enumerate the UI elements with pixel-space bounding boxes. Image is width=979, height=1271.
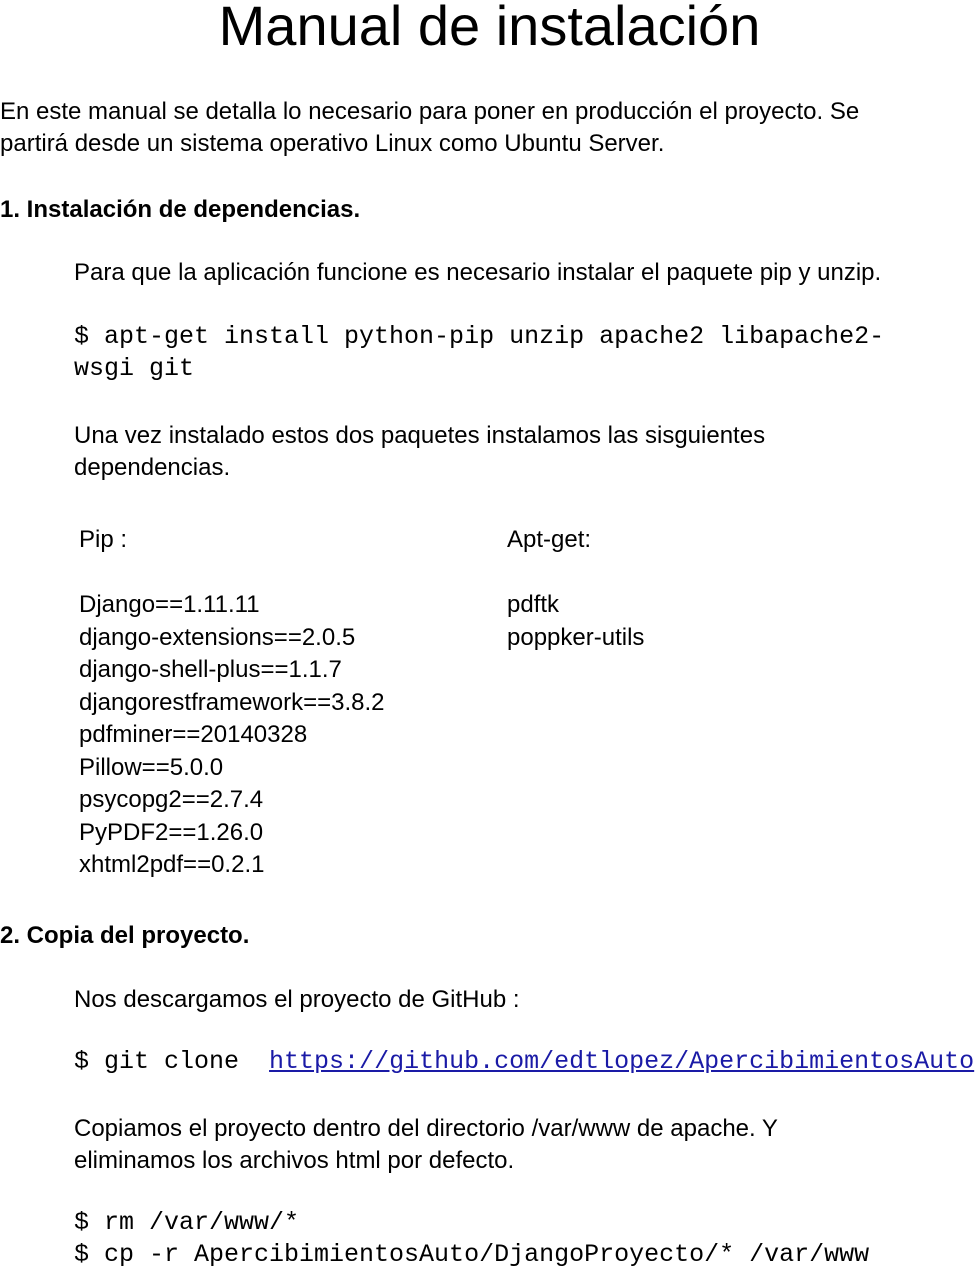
list-item: xhtml2pdf==0.2.1 (79, 851, 265, 878)
list-item: pdfminer==20140328 (79, 721, 308, 748)
list-item: poppker-utils (507, 623, 645, 651)
pip-dependencies-list (79, 524, 385, 882)
command-line: wsgi git (74, 354, 195, 383)
section2-paragraph-2 (74, 1113, 778, 1177)
list-item: django-shell-plus==1.1.7 (79, 656, 342, 683)
install-command-block (74, 321, 884, 385)
page-title: Manual de instalación (218, 0, 761, 57)
clone-command-prefix: $ git clone (74, 1047, 255, 1076)
section1-paragraph-2 (74, 420, 765, 484)
intro-line: partirá desde un sistema operativo Linux como Ubuntu Server. (0, 130, 665, 157)
command-line: $ apt-get install python-pip unzip apache2 libapache2- (74, 322, 885, 351)
list-item: Pillow==5.0.0 (79, 753, 224, 781)
section2-heading: 2. Copia del proyecto. (0, 922, 250, 949)
list-item: psycopg2==2.7.4 (79, 786, 264, 813)
intro-paragraph (0, 96, 859, 160)
pip-header: Pip : (79, 526, 128, 553)
apt-header: Apt-get: (507, 526, 592, 553)
command-line: $ rm /var/www/* (74, 1208, 300, 1237)
apt-dependencies-list (507, 524, 644, 654)
command-line: $ cp -r ApercibimientosAuto/DjangoProyecto/* /var/www (74, 1240, 870, 1269)
section2-paragraph: Nos descargamos el proyecto de GitHub : (74, 986, 520, 1013)
list-item: djangorestframework==3.8.2 (79, 688, 385, 716)
paragraph-line: eliminamos los archivos html por defecto. (74, 1147, 515, 1174)
intro-line: En este manual se detalla lo necesario para poner en producción el proyecto. Se (0, 98, 860, 125)
section1-paragraph: Para que la aplicación funcione es necesario instalar el paquete pip y unzip. (74, 259, 882, 286)
list-item: Django==1.11.11 (79, 591, 260, 618)
copy-command-block (74, 1207, 869, 1271)
section1-heading: 1. Instalación de dependencias. (0, 196, 361, 223)
list-item: django-extensions==2.0.5 (79, 623, 356, 651)
list-item: PyPDF2==1.26.0 (79, 818, 264, 846)
github-repo-link[interactable]: https://github.com/edtlopez/ApercibimientosAuto (269, 1047, 975, 1076)
list-item: pdftk (507, 591, 560, 618)
paragraph-line: Una vez instalado estos dos paquetes instalamos las sisguientes (74, 422, 766, 449)
paragraph-line: dependencias. (74, 454, 231, 481)
clone-command (74, 1046, 974, 1078)
paragraph-line: Copiamos el proyecto dentro del directorio /var/www de apache. Y (74, 1115, 778, 1142)
